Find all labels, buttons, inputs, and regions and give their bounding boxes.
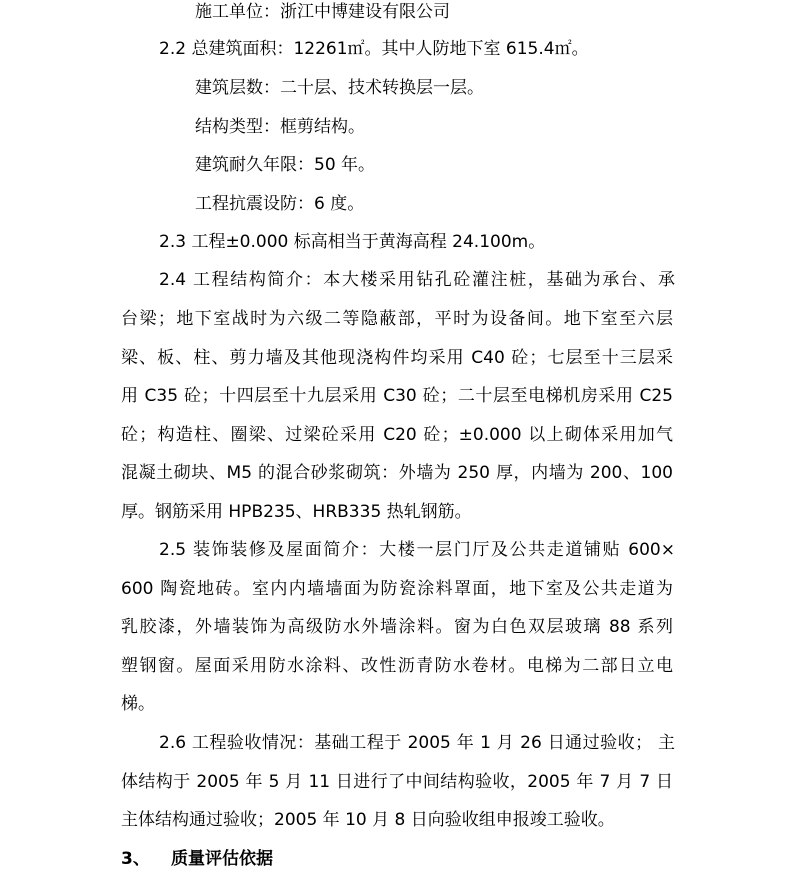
section-2-5-line: 乳胶漆，外墙装饰为高级防水外墙涂料。窗为白色双层玻璃 88 系列 [121, 617, 673, 637]
section-3-number: 3、 [121, 849, 150, 869]
section-2-4-line: 厚。钢筋采用 HPB235、HRB335 热轧钢筋。 [121, 502, 472, 522]
section-2-4-line: 混凝土砌块、M5 的混合砂浆砌筑：外墙为 250 厚，内墙为 200、100 [121, 463, 673, 483]
seismic-line: 工程抗震设防：6 度。 [195, 194, 365, 214]
section-2-4-line: 台梁；地下室战时为六级二等隐蔽部，平时为设备间。地下室至六层 [121, 309, 673, 329]
section-2-5-line: 梯。 [121, 694, 155, 714]
section-3-title: 质量评估依据 [171, 849, 273, 869]
section-2-6-line: 主体结构通过验收；2005 年 10 月 8 日向验收组申报竣工验收。 [121, 810, 615, 830]
section-2-4-line: 梁、板、柱、剪力墙及其他现浇构件均采用 C40 砼；七层至十三层采 [121, 348, 673, 368]
section-2-5-line: 塑钢窗。屋面采用防水涂料、改性沥青防水卷材。电梯为二部日立电 [121, 656, 673, 676]
durability-line: 建筑耐久年限：50 年。 [195, 155, 376, 175]
construction-unit-line: 施工单位：浙江中博建设有限公司 [195, 2, 450, 22]
building-floors-line: 建筑层数：二十层、技术转换层一层。 [195, 78, 484, 98]
section-2-4-line: 砼；构造柱、圈梁、过梁砼采用 C20 砼；±0.000 以上砌体采用加气 [121, 425, 673, 445]
section-2-6-line: 体结构于 2005 年 5 月 11 日进行了中间结构验收，2005 年 7 月 7 日 [121, 772, 673, 792]
structure-type-line: 结构类型：框剪结构。 [195, 117, 365, 137]
section-3-heading [121, 847, 273, 871]
section-2-2-total-area: 2.2 总建筑面积：12261㎡。其中人防地下室 615.4㎡。 [159, 39, 589, 59]
section-2-5-line: 600 陶瓷地砖。室内内墙墙面为防瓷涂料罩面，地下室及公共走道为 [121, 579, 673, 599]
section-2-4-line: 用 C35 砼；十四层至十九层采用 C30 砼；二十层至电梯机房采用 C25 [121, 386, 673, 406]
section-2-3-elevation: 2.3 工程±0.000 标高相当于黄海高程 24.100m。 [159, 232, 546, 252]
section-2-6-line: 2.6 工程验收情况：基础工程于 2005 年 1 月 26 日通过验收； 主 [159, 733, 675, 753]
section-2-5-line: 2.5 装饰装修及屋面简介：大楼一层门厅及公共走道铺贴 600× [159, 540, 675, 560]
section-2-4-line: 2.4 工程结构简介：本大楼采用钻孔砼灌注桩，基础为承台、承 [159, 270, 675, 290]
